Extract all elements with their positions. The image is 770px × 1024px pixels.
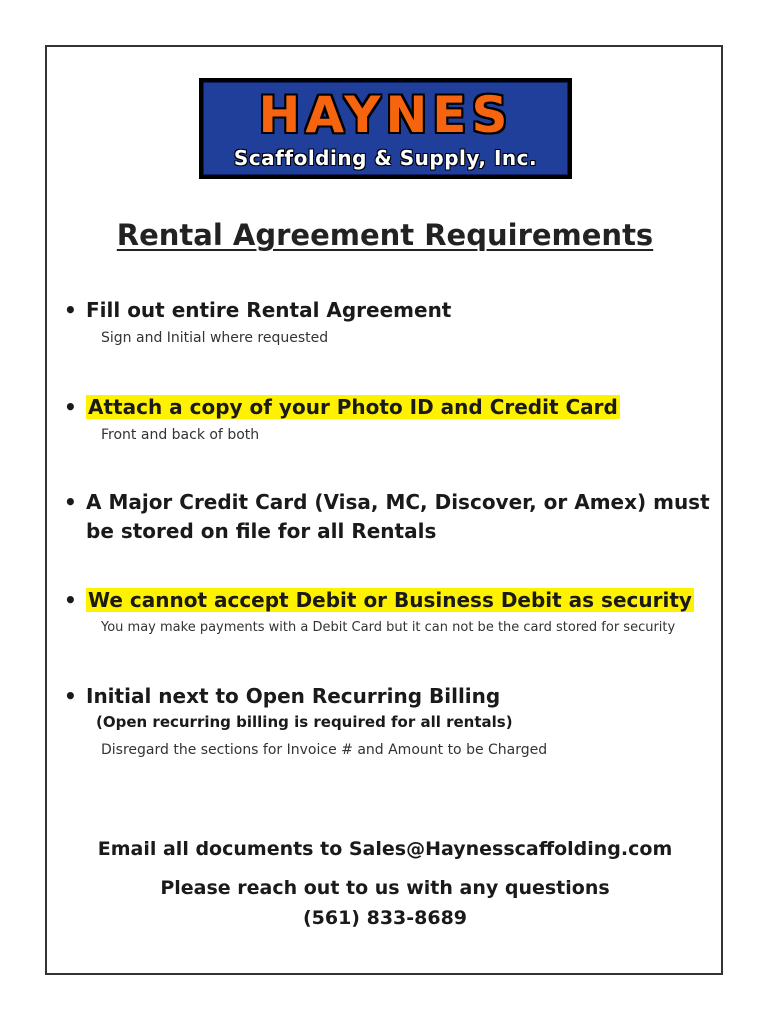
bullet-icon: • — [64, 395, 77, 419]
requirement-credit-card — [64, 488, 714, 546]
requirement-recurring-billing — [64, 682, 714, 761]
bullet-icon: • — [64, 684, 77, 708]
requirement-attach-id — [64, 393, 714, 446]
requirement-line — [64, 586, 714, 615]
logo-sub-text: Scaffolding & Supply, Inc. — [233, 146, 538, 170]
bullet-icon: • — [64, 588, 77, 612]
requirement-text: Initial next to Open Recurring Billing — [86, 684, 501, 708]
page-title: Rental Agreement Requirements — [116, 218, 654, 252]
requirement-text: Fill out entire Rental Agreement — [86, 298, 452, 322]
requirement-line — [64, 488, 714, 546]
requirement-no-debit — [64, 586, 714, 639]
requirement-note: You may make payments with a Debit Card but it can not be the card stored for security — [101, 620, 676, 635]
requirement-subtext: (Open recurring billing is required for all rentals) — [96, 713, 513, 731]
requirement-note: Sign and Initial where requested — [101, 330, 329, 346]
requirement-note: Disregard the sections for Invoice # and Amount to be Charged — [101, 742, 548, 758]
contact-email-line: Email all documents to Sales@Haynesscaffolding.com — [97, 838, 673, 860]
bullet-icon: • — [64, 298, 77, 322]
requirement-text-highlighted: We cannot accept Debit or Business Debit as security — [88, 588, 692, 612]
requirement-note: Front and back of both — [101, 427, 260, 443]
requirement-line — [64, 393, 714, 422]
logo-panel — [203, 82, 568, 175]
bullet-icon: • — [64, 490, 77, 514]
contact-phone: (561) 833-8689 — [302, 907, 468, 929]
contact-questions-line: Please reach out to us with any questions — [160, 877, 610, 899]
requirement-text-highlighted: Attach a copy of your Photo ID and Credit Card — [88, 395, 618, 419]
requirement-line — [64, 682, 714, 711]
requirement-fill-out — [64, 296, 714, 349]
requirement-text: A Major Credit Card (Visa, MC, Discover, or Amex) must be stored on file for all Rentals — [86, 490, 710, 543]
logo-main-text: HAYNES — [258, 86, 513, 144]
company-logo — [199, 78, 572, 179]
requirement-line — [64, 296, 714, 325]
